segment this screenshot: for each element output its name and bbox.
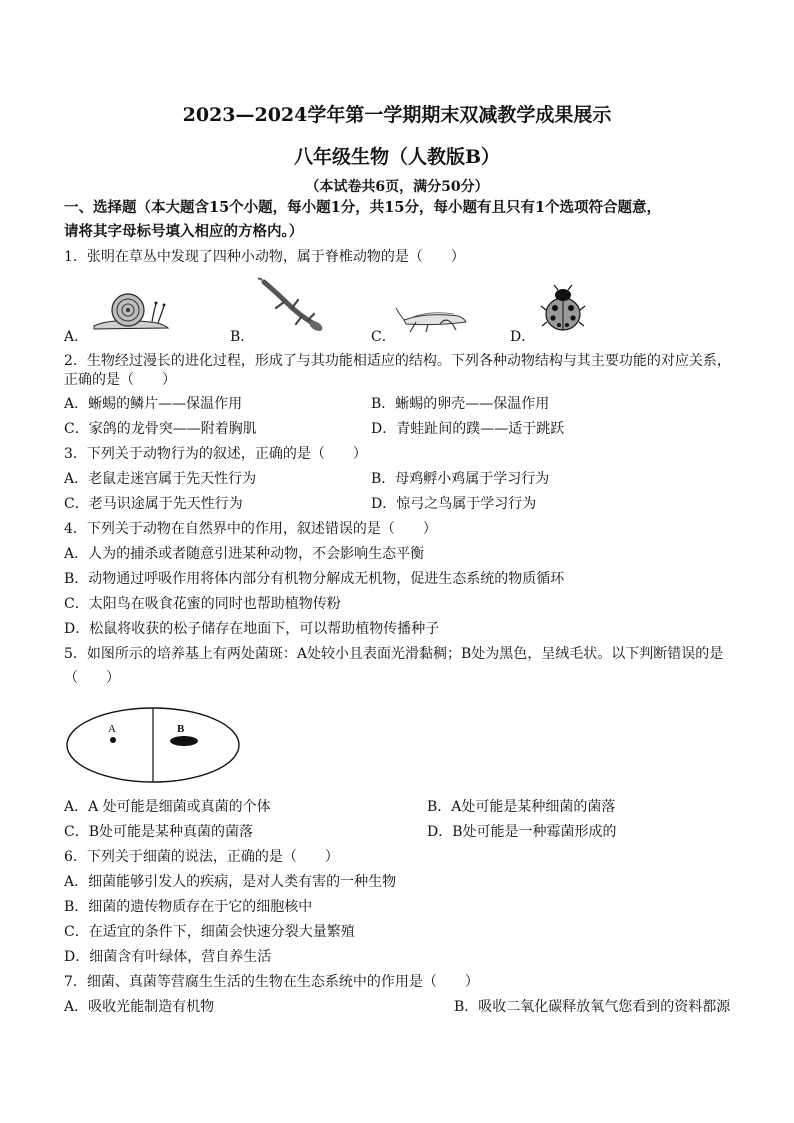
question-7-stem: 7．细菌、真菌等营腐生生活的生物在生态系统中的作用是（ ） — [64, 974, 479, 990]
q3-option-a: A．老鼠走迷宫属于先天性行为 — [64, 471, 257, 487]
q7-option-b: B．吸收二氧化碳释放氧气您看到的资料都源 — [454, 999, 731, 1015]
colony-b-mark — [170, 736, 198, 746]
q3-option-c: C．老马识途属于先天性行为 — [64, 496, 243, 512]
q3-option-d: D．惊弓之鸟属于学习行为 — [371, 496, 537, 512]
lizard-icon — [258, 278, 324, 334]
page-note: （本试卷共6页，满分50分） — [305, 179, 489, 195]
q6-option-c: C．在适宜的条件下，细菌会快速分裂大量繁殖 — [64, 924, 355, 940]
q5-option-d: D．B处可能是一种霉菌形成的 — [427, 824, 617, 840]
question-5-stem: 5．如图所示的培养基上有两处菌斑：A处较小且表面光滑黏稠；B处为黑色，呈绒毛状。以下判断错误的是 — [64, 646, 724, 662]
q1-option-a-label: A． — [64, 329, 89, 345]
grasshopper-icon — [396, 304, 470, 334]
q4-option-b: B．动物通过呼吸作用将体内部分有机物分解成无机物，促进生态系统的物质循环 — [64, 571, 565, 587]
q5-option-c: C．B处可能是某种真菌的菌落 — [64, 824, 253, 840]
question-2-stem: 2．生物经过漫长的进化过程，形成了与其功能相适应的结构。下列各种动物结构与其主要功能的对应关系， — [64, 353, 731, 369]
q2-option-c: C．家鸽的龙骨突——附着胸肌 — [64, 421, 257, 437]
question-5-stem-continued: （ ） — [64, 670, 120, 686]
q1-option-b-label: B． — [230, 329, 255, 345]
question-3-stem: 3．下列关于动物行为的叙述，正确的是（ ） — [64, 446, 367, 462]
question-1-stem: 1．张明在草丛中发现了四种小动物，属于脊椎动物的是（ ） — [64, 249, 465, 265]
colony-a-label: A — [108, 723, 116, 735]
q2-option-b: B．蜥蜴的卵壳——保温作用 — [371, 396, 550, 412]
q4-option-d: D．松鼠将收获的松子储存在地面下，可以帮助植物传播种子 — [64, 621, 440, 637]
page-subtitle: 八年级生物（人教版B） — [293, 146, 501, 168]
question-2-stem-continued: 正确的是（ ） — [64, 372, 176, 388]
ladybug-icon — [540, 284, 586, 334]
question-4-stem: 4．下列关于动物在自然界中的作用，叙述错误的是（ ） — [64, 521, 437, 537]
q4-option-c: C．太阳鸟在吸食花蜜的同时也帮助植物传粉 — [64, 596, 341, 612]
q3-option-b: B．母鸡孵小鸡属于学习行为 — [371, 471, 550, 487]
q6-option-d: D．细菌含有叶绿体，营自养生活 — [64, 949, 272, 965]
page-title: 2023—2024学年第一学期期末双减教学成果展示 — [182, 104, 612, 126]
q5-option-b: B．A处可能是某种细菌的菌落 — [427, 799, 616, 815]
q5-option-a: A．A 处可能是细菌或真菌的个体 — [64, 799, 271, 815]
question-6-stem: 6．下列关于细菌的说法，正确的是（ ） — [64, 849, 339, 865]
section-heading: 一、选择题（本大题含15个小题，每小题1分，共15分，每小题有且只有1个选项符合题意， — [64, 199, 662, 216]
q4-option-a: A．人为的捕杀或者随意引进某种动物，不会影响生态平衡 — [64, 546, 425, 562]
petri-dish-diagram — [64, 705, 244, 785]
q6-option-b: B．细菌的遗传物质存在于它的细胞核中 — [64, 899, 313, 915]
colony-b-label: B — [177, 723, 185, 735]
q7-option-a: A．吸收光能制造有机物 — [64, 999, 215, 1015]
q2-option-a: A．蜥蜴的鳞片——保温作用 — [64, 396, 243, 412]
snail-icon — [90, 288, 170, 332]
q1-option-d-label: D． — [510, 329, 536, 345]
colony-a-mark — [110, 737, 116, 743]
q2-option-d: D．青蛙趾间的蹼——适于跳跃 — [371, 421, 565, 437]
q1-option-c-label: C． — [371, 329, 396, 345]
section-heading-continued: 请将其字母标号填入相应的方格内。） — [64, 223, 304, 240]
q6-option-a: A．细菌能够引发人的疾病，是对人类有害的一种生物 — [64, 874, 397, 890]
